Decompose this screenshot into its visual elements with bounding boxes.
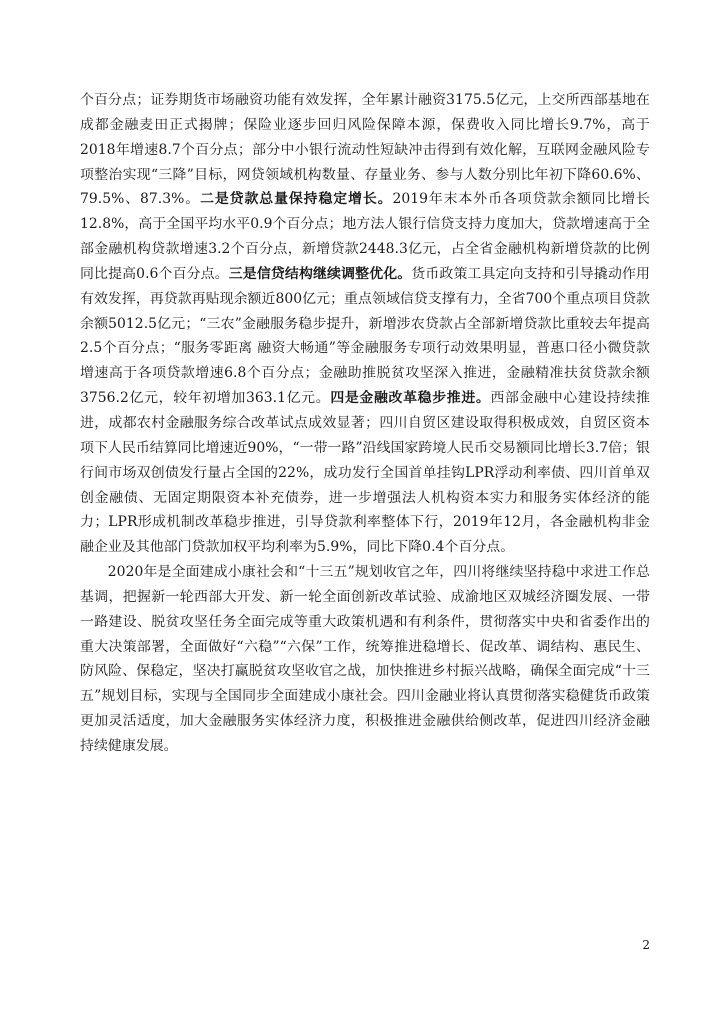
page-number: 2 — [642, 938, 650, 952]
text-run: 西部金融中心建设持续推进，成都农村金融服务综合改革试点成效显著；四川自贸区建设取得积极成效，自贸区资本项下人民币结算同比增速近90%，“一带一路”沿线国家跨境人民币交易额同比增长3.7倍；银行间市场双创债发行量占全国的22%，成功发行全国首单挂钩LPR浮动利率债、四川首单双创金融债、无固定期限资本补充债券，进一步增强法人机构资本实力和服务实体经济的能力；LPR形成机制改革稳步推进，引导贷款利率整体下行，2019年12月，各金融机构非金融企业及其他部门贷款加权平均利率为5.9%，同比下降0.4个百分点。 — [80, 390, 650, 556]
document-body — [80, 88, 650, 759]
highlight-heading: 四是金融改革稳步推进。 — [330, 390, 491, 407]
highlight-heading: 三是信贷结构继续调整优化。 — [228, 265, 412, 282]
highlight-heading: 二是贷款总量保持稳定增长。 — [200, 191, 393, 208]
paragraph-1 — [80, 88, 650, 560]
text-run: 2020年是全面建成小康社会和“十三五”规划收官之年，四川将继续坚持稳中求进工作总基调，把握新一轮西部大开发、新一轮全面创新改革试验、成渝地区双城经济圈发展、一带一路建设、脱贫攻坚任务全面完成等重大政策机遇和有利条件，贯彻落实中央和省委作出的重大决策部署，全面做好“六稳”“六保”工作，统筹推进稳增长、促改革、调结构、惠民生、防风险、保稳定，坚决打赢脱贫攻坚收官之战，加快推进乡村振兴战略，确保全面完成“十三五”规划目标，实现与全国同步全面建成小康社会。四川金融业将认真贯彻落实稳健货币政策更加灵活适度，加大金融服务实体经济力度，积极推进金融供给侧改革，促进四川经济金融持续健康发展。 — [80, 564, 650, 754]
text-run: 货币政策工具定向支持和引导撬动作用有效发挥，再贷款再贴现余额近800亿元；重点领域信贷支撑有力，全省700个重点项目贷款余额5012.5亿元；“三农”金融服务稳步提升，新增涉农贷款占全部新增贷款比重较去年提高2.5个百分点；“服务零距离 融资大畅通”等金融服务专项行动效果明显，普惠口径小微贷款增速高于各项贷款增速6.8个百分点；金融助推脱贫攻坚深入推进，金融精准扶贫贷款余额3756.2亿元，较年初增加363.1亿元。 — [80, 265, 650, 407]
text-run: 2019年末本外币各项贷款余额同比增长12.8%，高于全国平均水平0.9个百分点；地方法人银行信贷支持力度加大，贷款增速高于全部金融机构贷款增速3.2个百分点，新增贷款2448.3亿元，占全省金融机构新增贷款的比例同比提高0.6个百分点。 — [80, 191, 650, 282]
text-run: 个百分点；证券期货市场融资功能有效发挥，全年累计融资3175.5亿元，上交所西部基地在成都金融麦田正式揭牌；保险业逐步回归风险保障本源，保费收入同比增长9.7%，高于2018年增速8.7个百分点；部分中小银行流动性短缺冲击得到有效化解，互联网金融风险专项整治实现“三降”目标，网贷领域机构数量、存量业务、参与人数分别比年初下降60.6%、79.5%、87.3%。 — [80, 92, 650, 208]
paragraph-2 — [80, 560, 650, 759]
